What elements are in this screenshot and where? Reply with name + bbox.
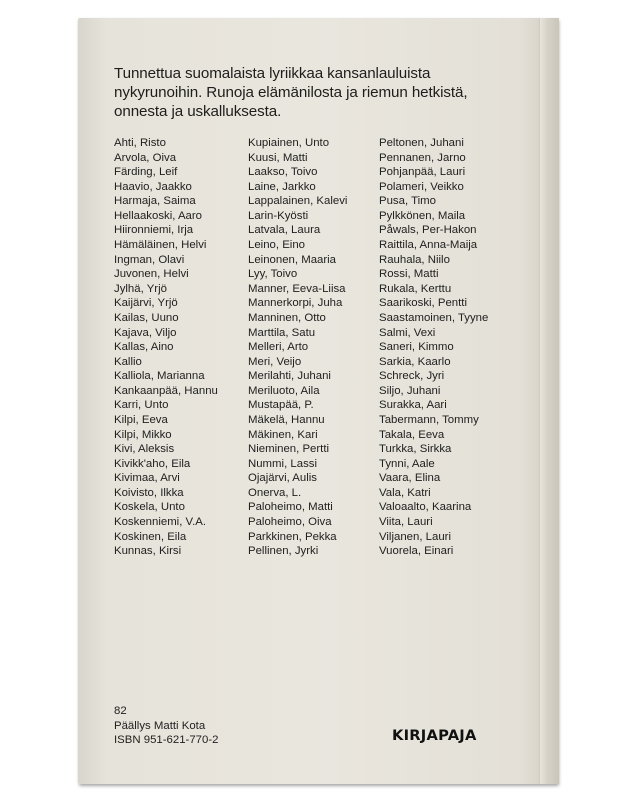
author-name: Marttila, Satu [248,326,316,339]
author-name: Kunnas, Kirsi [114,545,182,558]
author-name: Saneri, Kimmo [379,341,454,354]
author-name: Kivimaa, Arvi [114,472,180,485]
author-name: Salmi, Vexi [379,326,436,339]
imprint [114,704,218,748]
author-name: Latvala, Laura [248,224,321,237]
author-name: Sarkia, Kaarlo [379,355,451,368]
author-name: Kivikk'aho, Eila [114,457,191,470]
author-name: Siljo, Juhani [379,384,441,397]
author-name: Rukala, Kerttu [379,282,452,295]
author-name: Manninen, Otto [248,311,326,324]
author-name: Polameri, Veikko [379,180,464,193]
author-name: Rauhala, Niilo [379,253,450,266]
author-name: Vaara, Elina [379,472,441,485]
author-name: Meriluoto, Aila [248,384,320,397]
author-name: Hämäläinen, Helvi [114,239,207,252]
author-name: Larin-Kyösti [248,209,309,222]
book-number: 82 [114,705,127,717]
author-name: Laakso, Toivo [248,166,318,179]
author-name: Koskela, Unto [114,501,185,514]
author-name: Kaijärvi, Yrjö [114,297,178,310]
author-name: Nieminen, Pertti [248,443,330,456]
author-name: Melleri, Arto [248,341,309,354]
author-name: Mäkelä, Hannu [248,413,325,426]
author-name: Kuusi, Matti [248,151,308,164]
author-name: Nummi, Lassi [248,457,317,470]
author-name: Vuorela, Einari [379,545,454,558]
cover-credit: Päällys Matti Kota [114,719,206,732]
author-name: Koivisto, Ilkka [114,486,184,499]
author-name: Koskenniemi, V.A. [114,516,207,529]
author-name: Leinonen, Maaria [248,253,337,266]
author-name: Kivi, Aleksis [114,443,175,456]
author-name: Ahti, Risto [114,137,166,149]
author-name: Lappalainen, Kalevi [248,195,348,208]
author-name: Kilpi, Eeva [114,413,168,426]
author-name: Färding, Leif [114,166,178,179]
author-name: Vala, Katri [379,486,431,499]
author-name: Hiironniemi, Irja [114,224,194,237]
author-name: Kalliola, Marianna [114,370,205,383]
author-name: Turkka, Sirkka [379,443,452,456]
isbn: ISBN 951-621-770-2 [114,734,219,746]
author-name: Jylhä, Yrjö [114,282,167,295]
author-name: Hellaakoski, Aaro [114,209,203,222]
intro-text: Tunnettua suomalaista lyriikkaa kansanlauluista nykyrunoihin. Runoja elämänilosta ja riemun hetkistä, onnesta ja uskalluksesta. [114,65,468,120]
author-name: Surakka, Aari [379,399,447,412]
author-name: Saastamoinen, Tyyne [379,311,489,324]
author-name: Meri, Veijo [248,355,302,368]
author-name: Mannerkorpi, Juha [248,297,343,310]
author-name: Viita, Lauri [379,516,433,529]
author-name: Kupiainen, Unto [248,137,330,149]
author-name: Kallio [114,355,142,368]
author-name: Pellinen, Jyrki [248,545,319,558]
author-name: Koskinen, Eila [114,530,187,543]
author-name: Tabermann, Tommy [379,413,479,426]
author-name: Rossi, Matti [379,268,439,281]
author-name: Kajava, Viljo [114,326,177,339]
author-name: Kankaanpää, Hannu [114,384,218,397]
author-name: Manner, Eeva-Liisa [248,282,346,295]
author-name: Saarikoski, Pentti [379,297,467,310]
author-name: Viljanen, Lauri [379,530,451,543]
author-name: Mäkinen, Kari [248,428,318,441]
author-name: Harmaja, Saima [114,195,196,208]
author-name: Tynni, Aale [379,457,435,470]
author-name: Arvola, Oiva [114,151,177,164]
author-name: Kailas, Uuno [114,311,179,324]
author-name: Juvonen, Helvi [114,268,189,281]
author-name: Karri, Unto [114,399,169,412]
author-name: Leino, Eino [248,239,305,252]
author-name: Raittila, Anna-Maija [379,239,478,252]
author-name: Peltonen, Juhani [379,137,464,149]
author-name: Kilpi, Mikko [114,428,172,441]
author-name: Paloheimo, Matti [248,501,333,514]
author-name: Onerva, L. [248,486,302,499]
author-name: Mustapää, P. [248,399,314,412]
author-name: Paloheimo, Oiva [248,516,332,529]
author-name: Haavio, Jaakko [114,180,192,193]
author-name: Takala, Eeva [379,428,445,441]
publisher-logo: KIRJAPAJA [392,728,477,744]
author-name: Merilahti, Juhani [248,370,331,383]
spine-edge [539,18,559,784]
author-name: Pylkkönen, Maila [379,209,466,222]
book-back-cover [78,18,558,784]
author-name: Ingman, Olavi [114,253,185,266]
author-name: Pennanen, Jarno [379,151,466,164]
author-name: Pohjanpää, Lauri [379,166,466,179]
author-name: Valoaalto, Kaarina [379,501,472,514]
author-column-3 [379,136,488,559]
author-column-1 [114,136,218,559]
author-name: Kallas, Aino [114,341,174,354]
author-name: Ojajärvi, Aulis [248,472,317,485]
author-column-2 [248,136,347,559]
author-name: Schreck, Jyri [379,370,445,383]
author-name: Parkkinen, Pekka [248,530,337,543]
author-name: Påwals, Per-Hakon [379,224,477,237]
author-name: Laine, Jarkko [248,180,316,193]
author-name: Lyy, Toivo [248,268,298,281]
author-name: Pusa, Timo [379,195,436,208]
